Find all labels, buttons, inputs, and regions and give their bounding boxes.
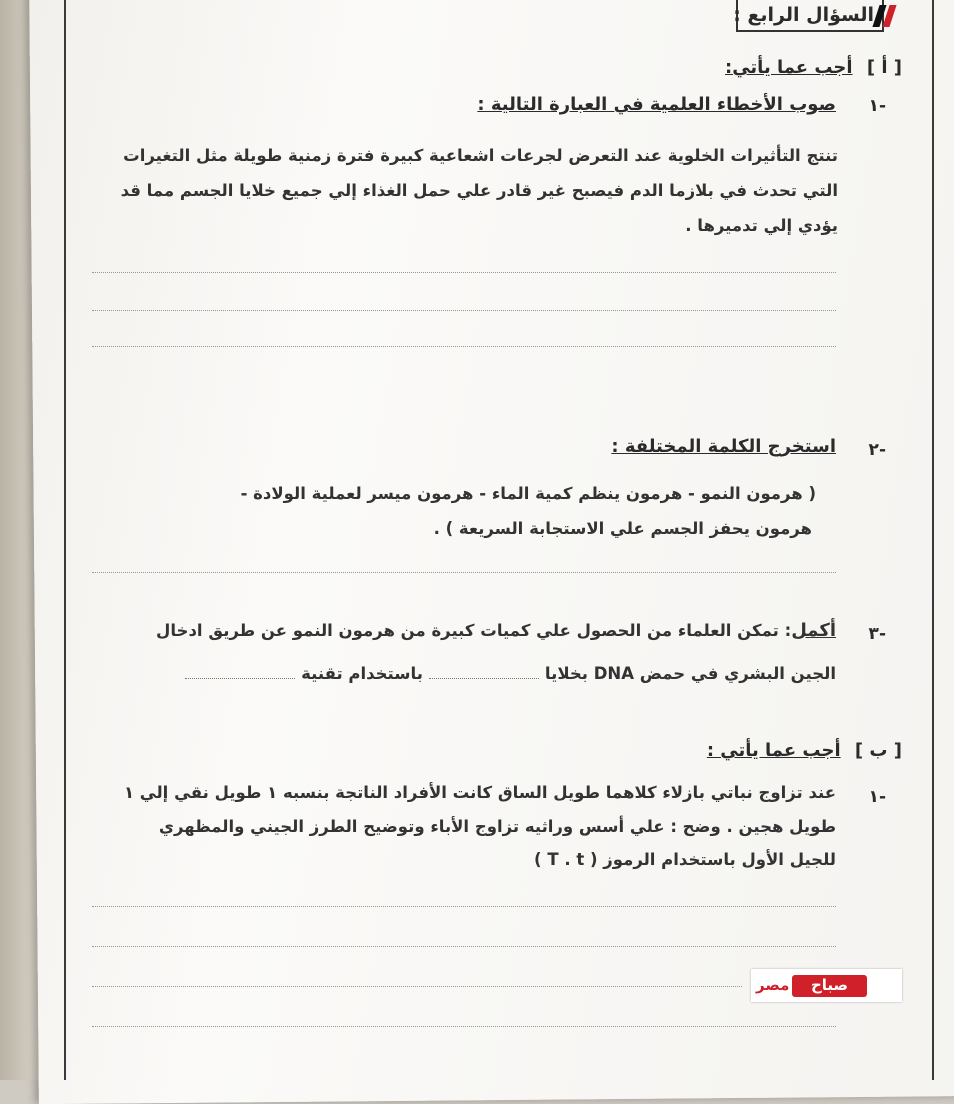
q3-line-1: : تمكن العلماء من الحصول علي كميات كبيرة من هرمون النمو عن طريق ادخال	[156, 621, 792, 640]
section-b-heading	[707, 740, 902, 761]
section-a-title: أجب عما يأتي:	[725, 57, 853, 78]
b1-line-2: طويل هجين . وضح : علي أسس وراثيه تزاوج الأباء وتوضيح الطرز الجيني والمظهري	[158, 817, 836, 836]
q3-line-2a: الجين البشري في حمض DNA بخلايا	[544, 664, 836, 683]
answer-line	[92, 310, 836, 311]
q3-blank-2[interactable]	[185, 678, 295, 679]
section-a-bracket: [ أ ]	[866, 57, 902, 78]
logo-brand: صباح	[792, 975, 867, 997]
page-border-right	[932, 0, 934, 1080]
answer-line	[92, 906, 836, 907]
section-b-bracket: [ ب ]	[854, 740, 902, 761]
b1-line-1: عند تزاوج نباتي بازلاء كلاهما طويل الساق كانت الأفراد الناتجة بنسبه ١ طويل نقي إلي ١	[123, 783, 836, 802]
q3-line-2	[179, 664, 836, 683]
q3-title: أكمل	[791, 620, 836, 641]
b1-line-3: للجيل الأول باستخدام الرموز ( T . t )	[534, 850, 836, 869]
q2-number: -٢	[868, 440, 886, 460]
q1-line-3: يؤدي إلي تدميرها .	[685, 216, 838, 235]
b1-number: -١	[868, 787, 886, 807]
q1-title: صوب الأخطاء العلمية في العبارة التالية :	[477, 94, 836, 115]
q2-line-1: ( هرمون النمو - هرمون ينظم كمية الماء - هرمون ميسر لعملية الولادة -	[240, 484, 816, 503]
answer-line	[92, 272, 836, 273]
logo-country: مصر	[756, 976, 790, 994]
answer-line	[92, 572, 836, 573]
answer-line	[92, 986, 742, 987]
question-title: السؤال الرابع :	[733, 4, 874, 26]
answer-line	[92, 1026, 836, 1027]
answer-line	[92, 346, 836, 347]
q1-line-1: تنتج التأثيرات الخلوية عند التعرض لجرعات اشعاعية كبيرة فترة زمنية طويلة مثل التغيرات	[123, 146, 838, 165]
answer-line	[92, 946, 836, 947]
q3-blank-1[interactable]	[429, 678, 539, 679]
q3-number: -٣	[868, 624, 886, 644]
q1-number: -١	[868, 96, 886, 116]
q1-line-2: التي تحدث في بلازما الدم فيصبح غير قادر علي حمل الغذاء إلي جميع خلايا الجسم مما قد	[120, 181, 838, 200]
q2-line-2: هرمون يحفز الجسم علي الاستجابة السريعة ) .	[433, 519, 812, 538]
section-a-heading	[725, 57, 902, 78]
q3-line-2b: باستخدام تقنية	[301, 664, 423, 683]
page-border-left	[64, 0, 66, 1080]
section-b-title: أجب عما يأتي :	[706, 740, 841, 761]
q3-text	[156, 620, 836, 641]
q2-title: استخرج الكلمة المختلفة :	[611, 436, 836, 457]
exam-sheet	[29, 0, 954, 1104]
